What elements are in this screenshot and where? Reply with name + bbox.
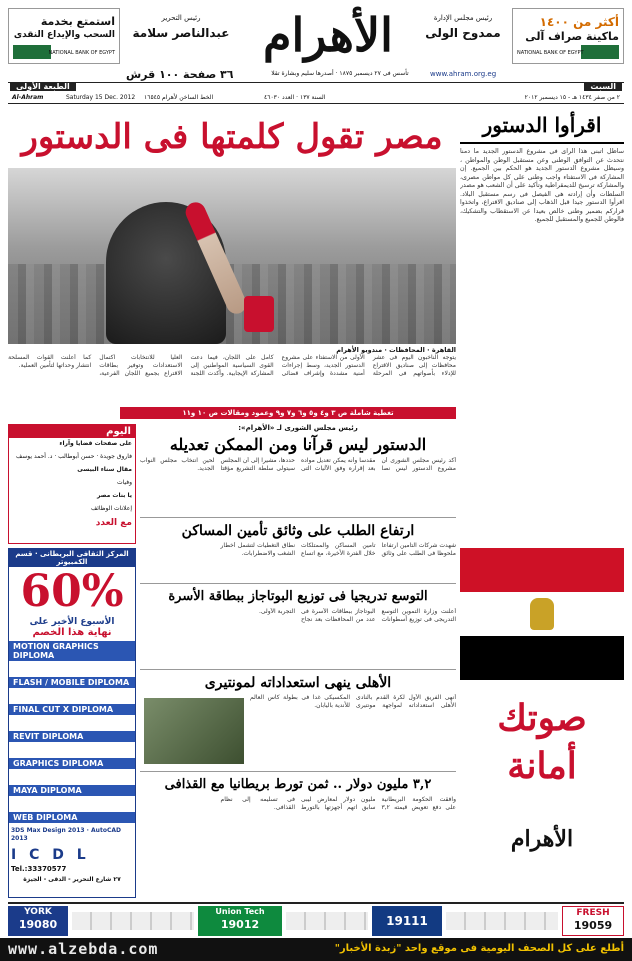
editorial-column [460,108,624,408]
campaign-line1: صوتك [497,697,587,739]
edition-label: الطبعة الأولى [10,82,76,91]
inside-today-box [8,424,136,544]
main-headline[interactable]: مصر تقول كلمتها فى الدستور [21,117,443,157]
school-sub1: الأسبوع الأخير على [29,617,115,627]
flag-stripe-black [460,636,624,680]
lead-byline: القاهرة · المحافظات · مندوبو الأهرام [336,346,456,354]
inside-item[interactable]: فاروق جويدة · حسن أبوطالب · د. أحمد يوسف [16,453,132,460]
brands-strip [446,912,558,930]
story-title[interactable]: ارتفاع الطلب على وثائق تأمين المساكن [181,523,415,539]
right-ad-line2: ماكينة صراف آلى [525,30,619,43]
hijri-date: ٢ من صفر ١٤٣٤ هـ - ١٥ ديسمبر ٢٠١٢ [524,94,620,101]
football-photo [144,698,244,764]
lead-story [8,346,456,404]
story-title[interactable]: الأهلى ينهى استعداداته لمونتيرى [204,675,392,691]
bank-logo-icon [13,45,51,59]
left-ad-bank: NATIONAL BANK OF EGYPT [48,50,115,56]
inside-item[interactable]: إعلانات الوظائف [91,505,132,512]
school-title: المركز الثقافى البريطانى · قسم الكمبيوتر [9,549,135,567]
editorial-title[interactable]: اقرأوا الدستور [460,108,624,144]
masthead-logo: الأهرام [263,8,393,62]
flag-stripe-red [460,548,624,592]
inside-item[interactable]: على صفحات قضايا وآراء [59,440,132,447]
watermark-bar [0,938,632,961]
english-name: Al-Ahram [12,94,44,101]
editor-name: عبدالناصر سلامة [132,26,230,40]
school-sub2: نهاية هذا الخصم [32,627,112,638]
editorial-body: سأظل أتبنى هذا الرأى فى مشروع الدستور الجديد ما دمنا نتحدث عن التوافق الوطنى وعن مستقبل الوطن والمواطن ، وسيظل مشروع الدستور الجديد هو الحكم بين الجميع. إن المشاركة فى الاستفتاء واجب وطنى على كل مواطن مصرى، والمشاركة ترسيخ للديمقراطية وتأكيد على أن الشعب هو مصدر السلطات وأن إرادته هى الفيصل فى رسم مستقبل البلاد. اقرأوا الدستور جيدا قبل الذهاب إلى صناديق الاقتراع، واتخذوا قراركم بضمير وطنى خالص بعيدا عن الاستقطاب والتشكيك، فالوطن للجميع والمستقبل للجميع. [460,148,624,223]
course-item[interactable]: GRAPHICS DIPLOMA [9,758,135,769]
campaign-logo: الأهرام [510,826,574,852]
story-gaddafi [140,774,456,898]
watermark-site[interactable]: www.alzebda.com [8,940,159,958]
ink-bottle-icon [244,296,274,332]
day-label: السبت [584,82,622,91]
flag-campaign[interactable] [460,548,624,898]
inside-item[interactable]: وفيات [116,479,132,486]
uniontech-ad[interactable] [198,906,282,936]
course-item[interactable]: FINAL CUT X DIPLOMA [9,704,135,715]
course-item[interactable]: REVIT DIPLOMA [9,731,135,742]
story-body: أعلنت وزارة التموين التوسع التدريجى فى توزيع أسطوانات البوتاجاز ببطاقات الأسرة فى عدد من المحافظات بعد نجاح التجربة الأولى. [258,608,456,623]
sub-line: الخط الساخن لأهرام ١٦٥٤٥ [144,94,214,101]
york-name: YORK [24,907,52,917]
left-ad-line1: استمتع بخدمة [40,15,115,28]
course-item[interactable]: FLASH / MOBILE DIPLOMA [9,677,135,688]
york-ad[interactable] [8,906,68,936]
course-item[interactable]: MOTION GRAPHICS DIPLOMA [9,641,135,661]
coverage-caption[interactable]: تغطية شاملة ص ٣ و٤ و٥ و٦ و٧ و٩ وعمود ومقالات ص ١٠ و١١ [120,407,456,419]
left-ad-line2: السحب والإيداع النقدى [13,30,115,40]
school-phone[interactable]: Tel.:33370577 [11,865,67,873]
story-body: شهدت شركات التأمين ارتفاعا ملحوظا فى الطلب على وثائق تأمين المساكن والممتلكات خلال الفترة الأخيرة، مع اتساع نطاق التغطيات لتشمل أخطار الشغب والاضطرابات. [220,542,456,557]
issue-number: السنة ١٣٧ · العدد ٤٦٠٣٠ [264,94,326,101]
inside-item[interactable]: يا بنات مصر [96,492,132,499]
chairman-label: رئيس مجلس الإدارة [433,14,493,22]
editor-label: رئيس التحرير [161,14,201,22]
course-item[interactable]: WEB DIPLOMA [9,812,135,823]
story-body: أنهى الفريق الأول لكرة القدم بالنادى الأهلى استعداداته لمواجهة مونتيرى المكسيكى غدا فى بطولة كأس العالم للأندية باليابان. [250,694,456,709]
carrier-ad[interactable] [372,906,442,936]
date-bar [8,82,624,104]
fresh-phone: 19059 [573,919,613,932]
chairman-name: ممدوح الولى [425,26,501,40]
editor-block [122,14,240,40]
brands-strip [72,912,194,930]
price: ٣٦ صفحة ١٠٠ قرش [126,68,234,81]
top-left-ad[interactable] [8,8,120,64]
school-percent: 60% [20,566,124,617]
main-photo [8,168,456,344]
brands-strip [286,912,368,930]
story-body: وافقت الحكومة البريطانية على دفع تعويض قيمته ٣,٢ مليون دولار لمعارض ليبى سابق اتهم أجهزتها بالتورط فى تسليمه إلى نظام القذافى. [220,796,456,811]
course-item[interactable]: I C D L [11,847,90,863]
story-kicker: رئيس مجلس الشورى لـ «الأهرام»: [238,424,358,432]
english-date: Saturday 15 Dec. 2012 [66,94,136,101]
founded-line: تأسس فى ٢٧ ديسمبر ١٨٧٥ · أصدرها سليم وبشارة تقلا [271,70,409,77]
fresh-ad[interactable] [562,906,624,936]
fresh-name: FRESH [576,908,610,918]
computer-school-ad[interactable] [8,548,136,898]
bottom-ads [8,902,624,936]
story-title[interactable]: ٣,٢ مليون دولار .. ثمن تورط بريطانيا مع القذافى [164,777,432,792]
story-butane [140,586,456,670]
story-title[interactable]: التوسع تدريجيا فى توزيع البوتاجاز ببطاقة الأسرة [168,589,428,604]
watermark-tagline: أطلع على كل الصحف اليومية فى موقع واحد "زبدة الأخبار" [334,943,624,954]
course-item[interactable]: 3DS Max Design 2013 · AutoCAD 2013 [11,827,121,842]
school-address: ٢٧ شارع التحرير - الدقى - الجيزة [23,876,121,883]
inside-item[interactable]: مع العدد [95,518,132,528]
chairman-block [416,14,510,40]
right-ad-bank: NATIONAL BANK OF EGYPT [517,50,584,56]
uniontech-phone: 19012 [220,918,260,931]
website[interactable]: www.ahram.org.eg [430,70,497,78]
bank-logo-icon [581,45,619,59]
story-insurance [140,520,456,584]
carrier-phone: 19111 [386,914,428,928]
story-shura [140,424,456,518]
campaign-line2: أمانة [507,745,577,787]
inside-header: اليوم [9,425,135,438]
top-right-ad[interactable] [512,8,624,64]
story-ahly [140,672,456,772]
eagle-icon [530,598,554,630]
story-body: أكد رئيس مجلس الشورى أن مشروع الدستور ليس نصا مقدسا وأنه يمكن تعديل مواده بعد إقراره وفق الآليات التى حددها، مشيرا إلى أن المجلس سيتولى سلطة التشريع مؤقتا لحين انتخاب مجلس النواب الجديد. [140,457,456,472]
course-item[interactable]: MAYA DIPLOMA [9,785,135,796]
inside-sections [9,438,135,530]
uniontech-name: Union Tech [215,907,265,916]
lead-body: يتوجه الناخبون اليوم فى عشر محافظات إلى صناديق الاقتراع للإدلاء بأصواتهم فى المرحلة الأولى من الاستفتاء على مشروع الدستور الجديد، وسط إجراءات أمنية مشددة وإشراف قضائى كامل على اللجان، فيما دعت القوى السياسية المواطنين إلى المشاركة الإيجابية. وأكدت اللجنة العليا للانتخابات اكتمال الاستعدادات وتوفير بطاقات الاقتراع بجميع اللجان الفرعية، كما أعلنت القوات المسلحة انتشار وحداتها لتأمين العملية. [8,354,456,377]
inside-item[interactable]: مقال سناء البيسى [77,466,132,473]
story-title[interactable]: الدستور ليس قرآنا ومن الممكن تعديله [169,435,427,454]
york-phone: 19080 [18,918,58,931]
right-ad-line1: أكثر من ١٤٠٠ [539,15,619,29]
